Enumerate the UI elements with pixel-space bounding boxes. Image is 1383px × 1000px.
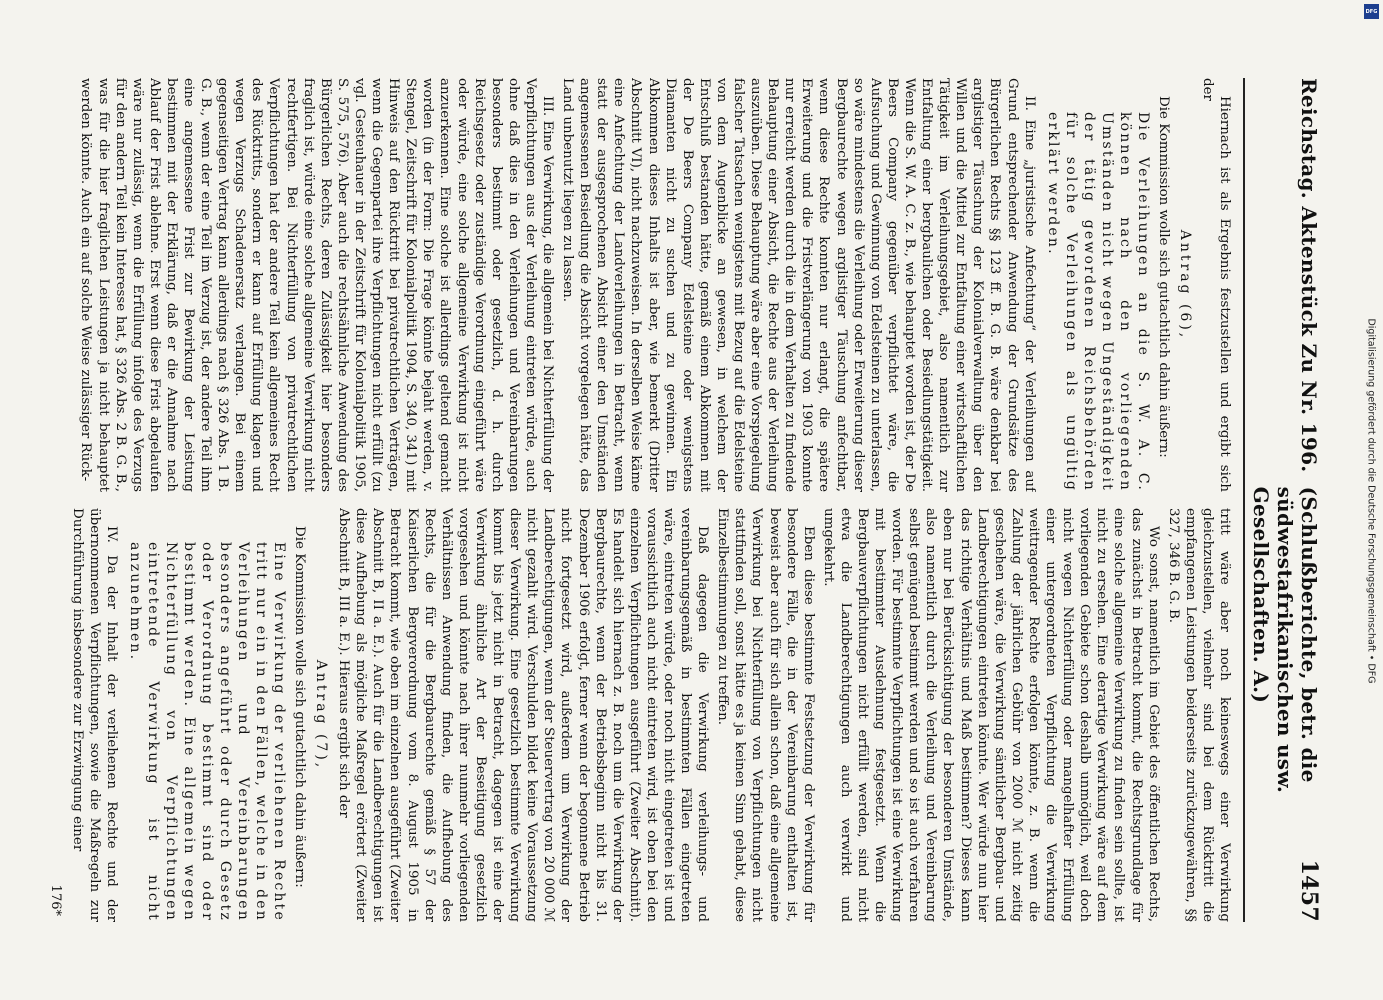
- digitization-note-text: Digitalisierung gefördert durch die Deutsche Forschungsgemeinschaft • DFG: [1365, 317, 1377, 684]
- document-page: [46, 60, 1336, 940]
- header-title: (Schlußberichte, betr. die südwestafrikanischen usw. Gesellschaften. A.): [1249, 486, 1321, 794]
- paragraph: Hiernach ist als Ergebnis festzustellen und ergibt sich der: [1199, 78, 1232, 492]
- page-number: 1457: [1296, 859, 1322, 922]
- motion-intro: Die Kommission wolle sich gutachtlich dahin äußern:: [292, 526, 308, 888]
- dfg-logo: DFG: [1364, 4, 1379, 19]
- signature-mark: 176*: [48, 884, 64, 916]
- paragraph: Daß dagegen die Verwirkung verleihungs- und vereinbarungsgemäß in bestimmten Fällen eingetreten wäre, eintreten würde, oder noch nicht eingetreten ist und voraussichtlich auch nicht eintreten wird, ist oben bei den einzelnen Verpflichtungen ausgeführt (Zweiter Abschnitt). Es handelt sich hiernach z. B. noch um die Verwirkung der Bergbaurechte, wenn der Betriebsbeginn nicht bis 31. Dezember 1906 erfolgt, ferner wenn der begonnene Betrieb nicht fortgesetzt wird, außerdem um Verwirkung der Landberechtigungen, wenn der Steuervertrag von 20 000 ℳ nicht gezahlt wird. Verschulden bildet keine Voraussetzung dieser Verwirkung. Eine gesetzlich bestimmte Verwirkung kommt bis jetzt nicht in Betracht, dagegen ist eine der Verwirkung ähnliche Art der Beseitigung gesetzlich vorgesehen und könnte nach ihrer nunmehr vorliegenden Verhältnissen Anwendung finden, die Aufhebung des Rechts, die für die Bergbaurechte gemäß § 57 der Kaiserlichen Bergverordnung vom 8. August 1905 in Betracht kommt, wie oben im einzelnen ausgeführt (Zweiter Abschnitt B, II a. E.). Auch für die Landberechtigungen ist diese Aufhebung als mögliche Maßregel erörtert (Zweiter Abschnitt B, III a. E.). Hieraus ergibt sich der: [336, 508, 711, 922]
- header-left: Reichstag. Aktenstück Zu Nr. 196.: [1297, 78, 1321, 473]
- motion-text: Die Verleihungen an die S. W. A. C. können nach den vorliegenden Umständen nicht wegen Ungeständigkeit der tätig gewordenen Reichsbehörden für solche Verleihungen als ungültig erklärt werden.: [1044, 112, 1151, 492]
- paragraph: II. Eine „juristische Anfechtung“ der Verleihungen auf Grund entsprechender Anwendung der Grundsätze des Bürgerlichen Rechts §§ 123 ff. B. G. B. wäre denkbar bei arglistiger Täuschung der Kolonialverwaltung über den Willen und die Mittel zur Entfaltung einer wirtschaftlichen Tätigkeit im Verleihungsgebiet, also namentlich zur Entfaltung einer bergbaulichen oder Besiedlungstätigkeit. Wenn die S. W. A. C. z. B., wie behauptet worden ist, der De Beers Company gegenüber verpflichtet wäre, die Aufsuchung und Gewinnung von Edelsteinen zu unterlassen, so wäre mindestens die Verleihung oder Erweiterung dieser Bergbaurechte wegen arglistiger Täuschung anfechtbar, wenn diese Rechte konnten nur erlangt, die spätere Erweiterung und die Fristverlängerung von 1903 konnte nur erreicht werden durch die in dem Verhalten zu findende Behauptung einer Absicht, die Rechte aus der Verleihung auszuüben. Diese Behauptung wäre aber eine Vorspiegelung falscher Tatsachen wenigstens mit Bezug auf die Edelsteine von dem Augenblicke an gewesen, in welchem der Entschluß bestanden hätte, gemäß einem Abkommen mit der De Beers Company Edelsteine oder wenigstens Diamanten nicht zu suchen und zu gewinnen. Ein Abkommen dieses Inhalts ist aber, wie bemerkt (Dritter Abschnitt VI), nicht nachzuweisen. In derselben Weise käme eine Anfechtung der Landverleihungen in Betracht, wenn statt der ausgesprochenen Absicht einer den Umständen angemessenen Besiedlung die Absicht vorgelegen hätte, das Land unbenutzt liegen zu lassen.: [560, 78, 1037, 492]
- page-header: [1243, 78, 1322, 922]
- text-columns: [45, 78, 1233, 922]
- paragraph: IV. Da der Inhalt der verliehenen Rechte und der übernommenen Verpflichtungen, sowie die Maßregeln zur Durchführung insbesondere zur Erzwingung einer: [69, 508, 119, 922]
- column-left: [45, 78, 1233, 492]
- column-right: [45, 508, 1233, 922]
- motion-text: Eine Verwirkung der verliehenen Rechte tritt nur ein in den Fällen, welche in den Verleihungen und Vereinbarungen besonders angeführt oder durch Gesetz oder Verordnung bestimmt sind oder bestimmt werden. Eine allgemein wegen Nichterfüllung von Verpflichtungen eintretende Verwirkung ist nicht anzunehmen.: [126, 542, 287, 922]
- motion-intro: Die Kommission wolle sich gutachtlich dahin äußern:: [1155, 96, 1171, 458]
- paragraph: Wo sonst, namentlich im Gebiet des öffentlichen Rechts, das zunächst in Betracht kommt, die Rechtsgrundlage für eine solche allgemeine Verwirkung zu finden sein sollte, ist nicht zu ersehen. Eine derartige Verwirkung wäre auf dem vorliegenden Gebiete schon deshalb unmöglich, weil doch nicht wegen Nichterfüllung oder mangelhafter Erfüllung einer untergeordneten Verpflichtung die Verwirkung weittragender Rechte erfolgen könnte, z. B. wenn die Zahlung der jährlichen Gebühr von 2000 ℳ nicht zeitig geschehen wäre, die Verwirkung sämtlicher Bergbau- und Landberechtigungen eintreten könnte. Wer würde nun hier das richtige Verhältnis und Maß bestimmen? Dieses kann eben nur bei Berücksichtigung der besonderen Umstände, also namentlich durch die Verleihung und Vereinbarung selbst genügend bestimmt werden und so ist auch verfahren worden. Für bestimmte Verpflichtungen ist eine Verwirkung mit bestimmter Ausdehnung festgesetzt. Wenn die Bergbauverpflichtungen nicht erfüllt werden, sind nicht etwa die Landberechtigungen auch verwirkt und umgekehrt.: [820, 508, 1161, 922]
- paragraph: Eben diese bestimmte Festsetzung der Verwirkung für besondere Fälle, die in der Vereinbarung enthalten ist, beweist aber auch für sich allein schon, daß eine allgemeine Verwirkung bei Nichterfüllung von Verpflichtungen nicht stattfinden soll, sonst hätte es ja keinen Sinn gehabt, diese Einzelbestimmungen zu treffen.: [715, 508, 816, 922]
- digitization-note: [1363, 18, 1379, 983]
- paragraph: III. Eine Verwirkung, die allgemein bei Nichterfüllung der Verpflichtungen aus der Verleihung eintreten würde, auch ohne daß dies in den Verleihungen und Vereinbarungen besonders bestimmt oder gesetzlich, d. h. durch Reichsgesetz oder zuständige Verordnung eingeführt wäre oder würde, eine solche allgemeine Verwirkung ist nicht anzuerkennen. Eine solche ist allerdings geltend gemacht worden (in der Form: Die Frage könnte bejaht werden, v. Stengel, Zeitschrift für Kolonialpolitik 1904, S. 340, 341) mit Hinweis auf den Rücktritt bei privatrechtlichen Verträgen, wenn die Gegenpartei ihre Verpflichtungen nicht erfüllt (zu vgl. Gesteuhauer in der Zeitschrift für Kolonialpolitik 1905, S. 575, 576). Aber auch die rechtsähnliche Anwendung des Bürgerlichen Rechts, deren Zulässigkeit hier besonders fraglich ist, würde eine solche allgemeine Verwirkung nicht rechtfertigen. Bei Nichterfüllung von privatrechtlichen Verpflichtungen hat der andere Teil kein allgemeines Recht des Rücktritts, sondern er kann auf Erfüllung klagen und wegen Verzugs Schadenersatz verlangen. Bei einem gegenseitigen Vertrag kann allerdings nach § 326 Abs. 1 B. G. B., wenn der eine Teil im Verzug ist, der andere Teil ihm eine angemessene Frist zur Bewirkung der Leistung bestimmen mit der Erklärung, daß er die Annahme nach Ablauf der Frist ablehne. Erst wenn diese Frist abgelaufen wäre nur zulässig, wenn die Erfüllung infolge des Verzugs für den andern Teil kein Interesse hat, § 326 Abs. 2 B. G. B., was für die hier fraglichen Leistungen ja nicht behauptet werden könnte. Auch ein auf solche Weise zulässiger Rück-: [78, 78, 555, 492]
- paragraph: tritt wäre aber noch keineswegs einer Verwirkung gleichzustellen, vielmehr sind bei dem Rücktritt die empfangenen Leistungen beiderseits zurückzugewähren, §§ 327, 346 B. G. B.: [1165, 508, 1232, 922]
- antrag-heading: Antrag (7),: [313, 659, 330, 771]
- antrag-heading: Antrag (6),: [1176, 229, 1193, 341]
